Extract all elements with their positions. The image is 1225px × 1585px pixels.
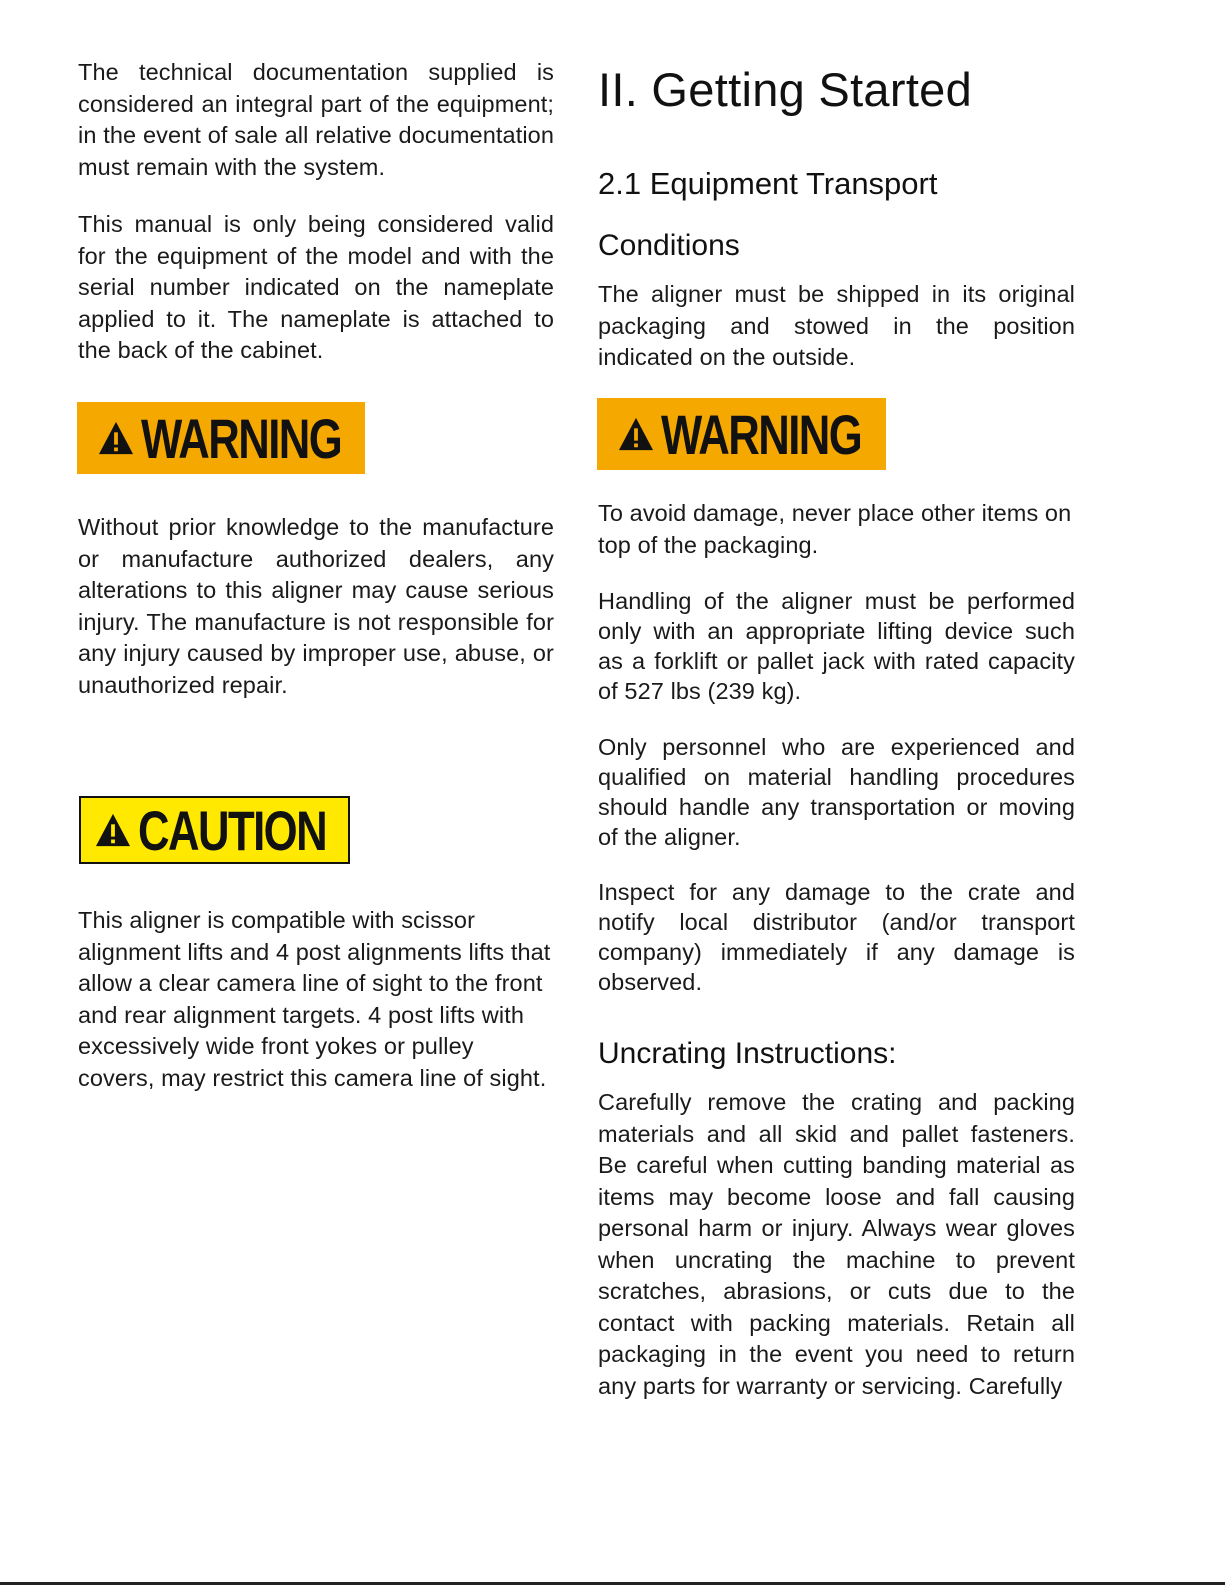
caution-label: CAUTION (137, 798, 327, 862)
left-paragraph-alterations: Without prior knowledge to the manufacture or manufacture authorized dealers, any alterations to this aligner may cause serious injury. The manufacture is not responsible for any injury caused by improper use, abuse, or unauthorized repair. (78, 514, 554, 698)
section-title: 2.1 Equipment Transport (598, 166, 938, 201)
caution-sign (79, 796, 350, 864)
right-paragraph-personnel: Only personnel who are experienced and qualified on material handling procedures should handle any transportation or moving of the aligner. (598, 734, 1075, 850)
right-paragraph-uncrating: Carefully remove the crating and packing materials and all skid and pallet fasteners. Be careful when cutting banding material as items may become loose and fall causing personal harm or injury. Always wear gloves when uncrating the machine to prevent scratches, abrasions, or cuts due to the contact with packing materials. Retain all packaging in the event you need to return any parts for warranty or servicing. Carefully (598, 1089, 1075, 1399)
warning-label: WARNING (661, 402, 862, 466)
uncrating-heading: Uncrating Instructions: (598, 1037, 897, 1070)
conditions-heading: Conditions (598, 229, 740, 262)
warning-label: WARNING (140, 406, 341, 470)
warning-sign (77, 402, 365, 474)
left-paragraph-documentation: The technical documentation supplied is considered an integral part of the equipment; in the event of sale all relative documentation must remain with the system. (78, 59, 554, 180)
right-paragraph-inspect: Inspect for any damage to the crate and notify local distributor (and/or transport company) immediately if any damage is observed. (598, 879, 1075, 995)
chapter-title: II. Getting Started (598, 63, 973, 116)
right-paragraph-handling: Handling of the aligner must be performed only with an appropriate lifting device such as a forklift or pallet jack with rated capacity of 527 lbs (239 kg). (598, 588, 1075, 704)
left-paragraph-manual-validity: This manual is only being considered valid for the equipment of the model and with the serial number indicated on the nameplate applied to it. The nameplate is attached to the back of the cabinet. (78, 211, 554, 363)
left-paragraph-compatibility: This aligner is compatible with scissor alignment lifts and 4 post alignments lifts that allow a clear camera line of sight to the front and rear alignment targets. 4 post lifts with excessively wide front yokes or pulley covers, may restrict this camera line of sight. (78, 907, 551, 1091)
warning-triangle-icon (97, 420, 135, 456)
right-paragraph-shipping: The aligner must be shipped in its original packaging and stowed in the position indicated on the outside. (598, 281, 1075, 370)
warning-triangle-icon (617, 416, 655, 452)
warning-triangle-icon (94, 812, 132, 848)
warning-sign (597, 398, 886, 470)
right-paragraph-avoid-damage: To avoid damage, never place other items on top of the packaging. (598, 500, 1072, 558)
